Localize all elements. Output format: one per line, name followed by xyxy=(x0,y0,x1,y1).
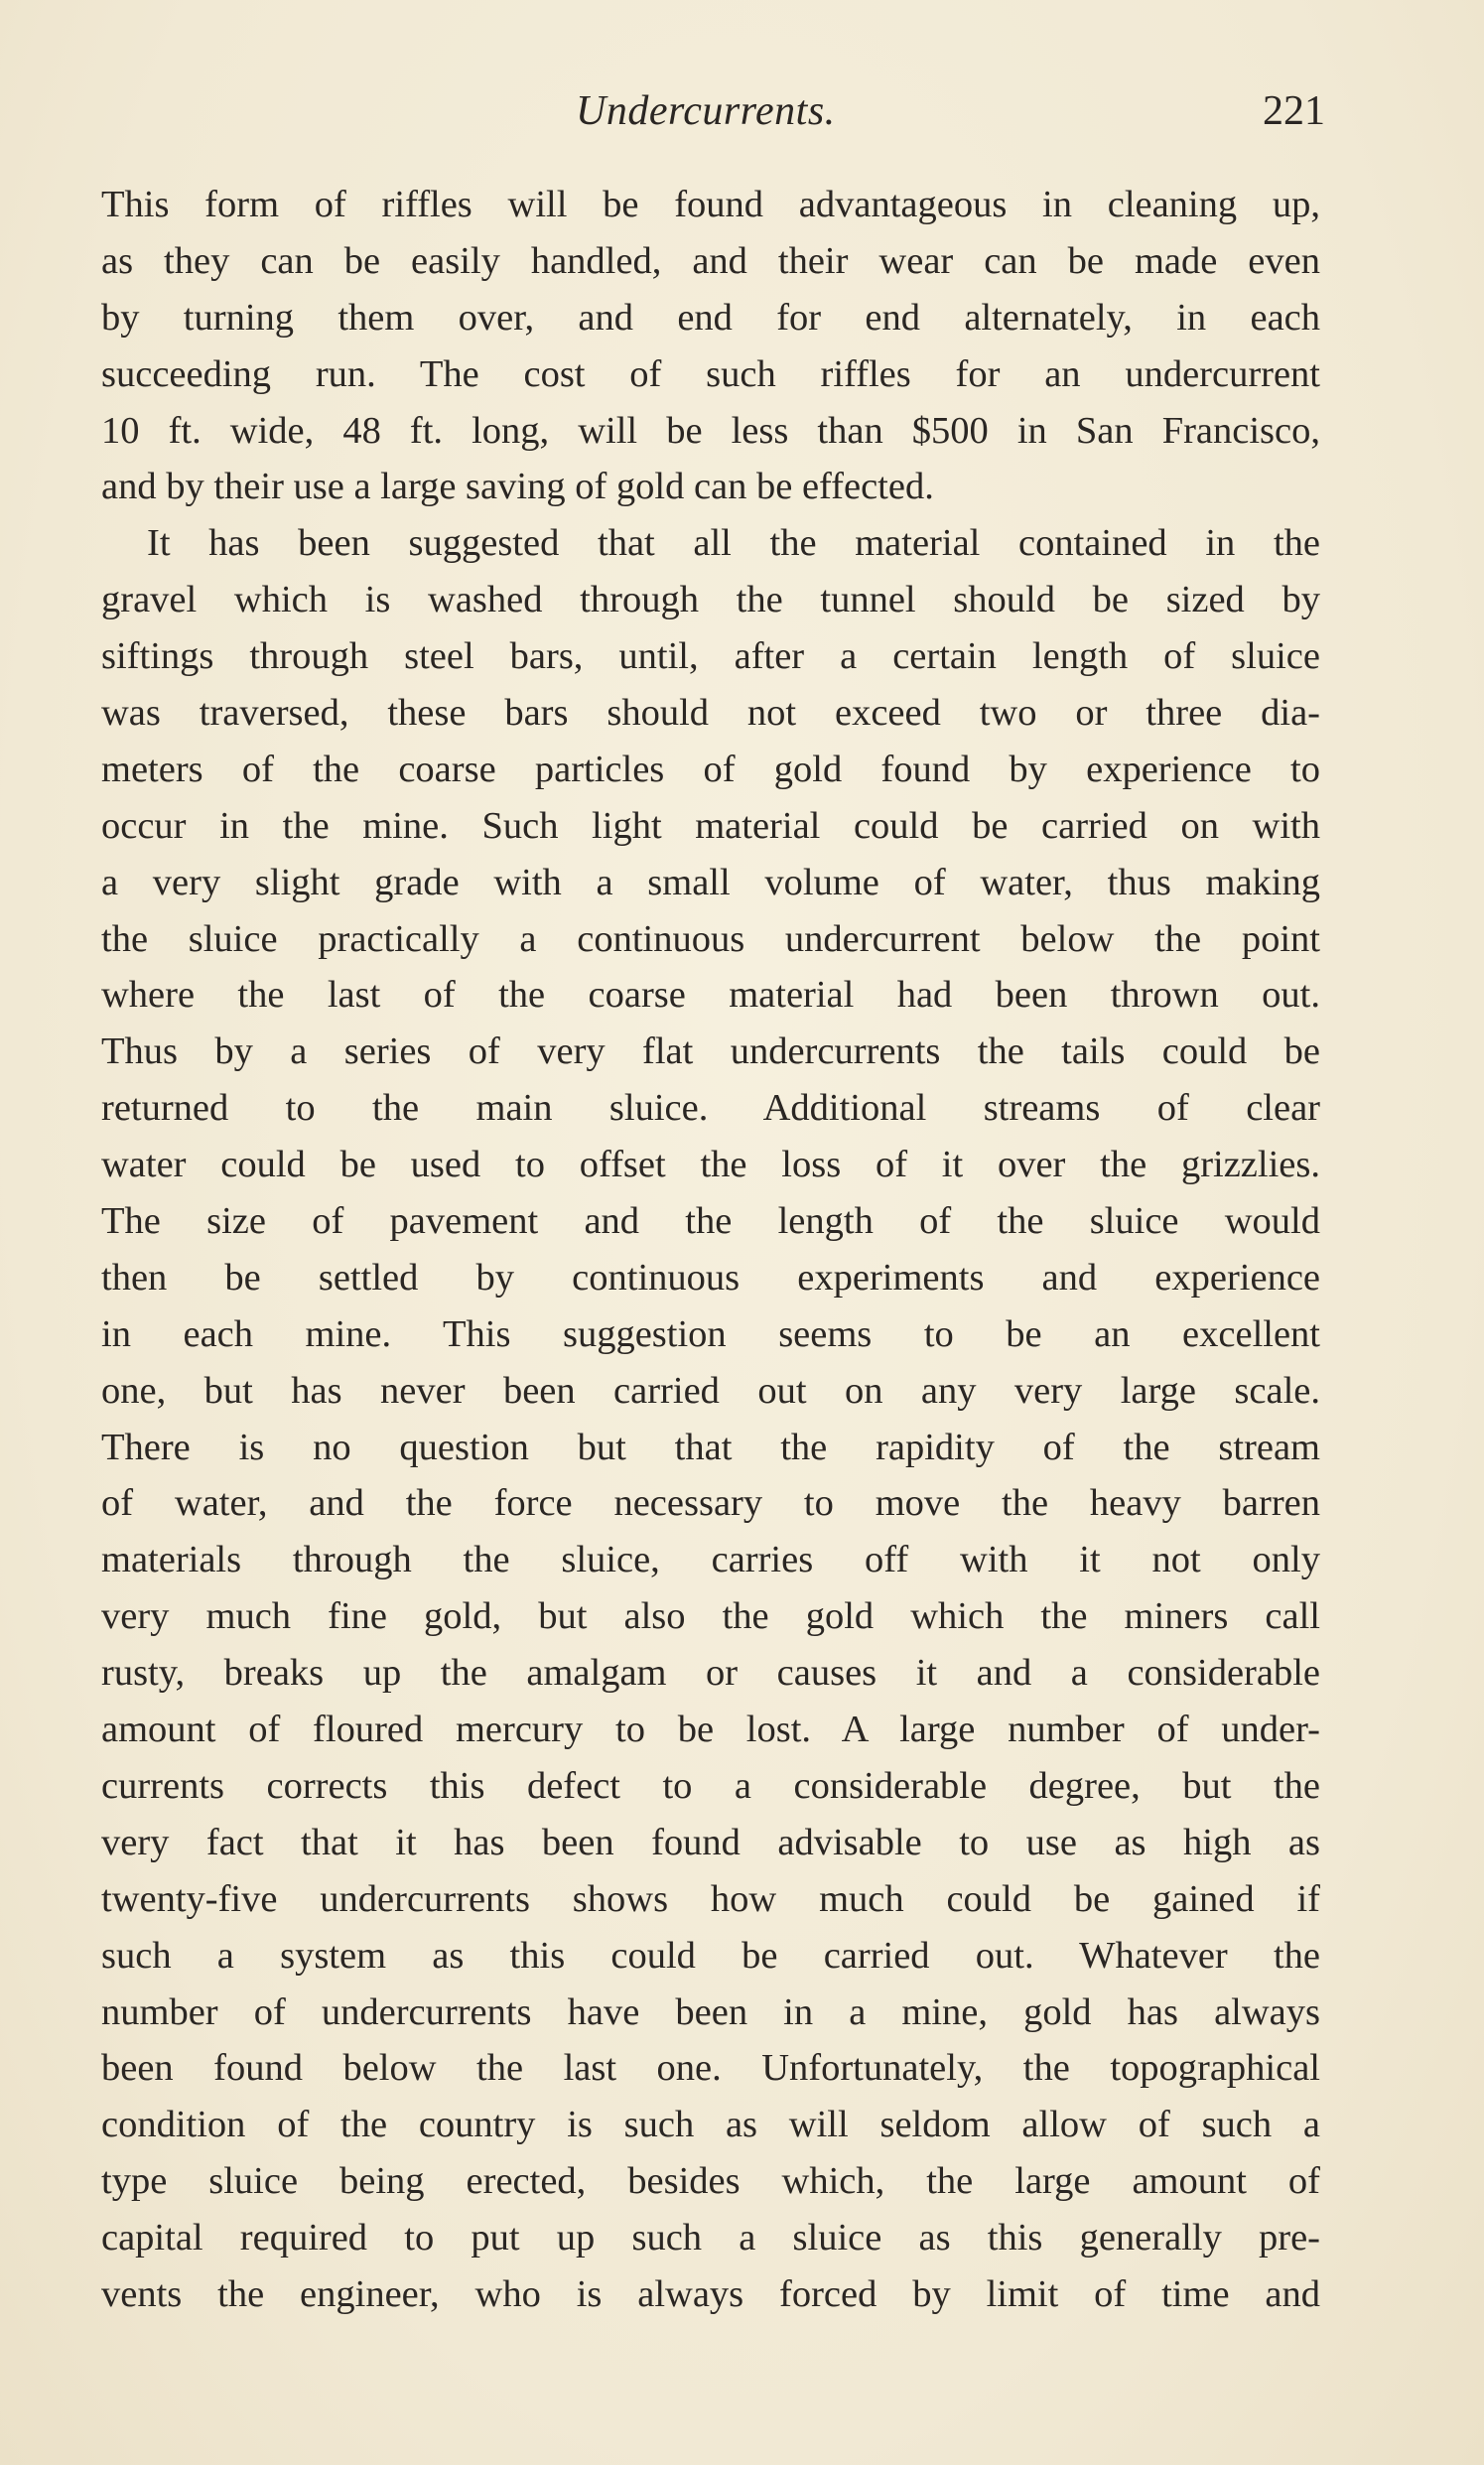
text-line: currents corrects this defect to a considerable degree, but the xyxy=(101,1764,1320,1807)
text-line: water could be used to offset the loss of it over the grizzlies. xyxy=(101,1144,1320,1186)
running-title: Undercurrents. xyxy=(576,88,836,134)
text-line: siftings through steel bars, until, after a certain length of sluice xyxy=(101,635,1320,678)
text-line: then be settled by continuous experiments and experience xyxy=(101,1256,1320,1299)
text-line: rusty, breaks up the amalgam or causes it and a considerable xyxy=(101,1652,1320,1695)
text-line: capital required to put up such a sluice as this generally pre- xyxy=(101,2217,1320,2260)
text-line: twenty-five undercurrents shows how much could be gained if xyxy=(101,1877,1320,1920)
text-line: vents the engineer, who is always forced by limit of time and xyxy=(101,2272,1320,2315)
text-line: amount of floured mercury to be lost. A large number of under- xyxy=(101,1709,1320,1751)
text-line: type sluice being erected, besides which, the large amount of xyxy=(101,2160,1320,2203)
text-line: Thus by a series of very flat undercurrents the tails could be xyxy=(101,1030,1320,1073)
text-line: returned to the main sluice. Additional streams of clear xyxy=(101,1087,1320,1130)
text-line: It has been suggested that all the material contained in the xyxy=(147,522,1320,565)
text-line: one, but has never been carried out on any very large scale. xyxy=(101,1369,1320,1412)
text-line: succeeding run. The cost of such riffles for an undercurrent xyxy=(101,352,1320,395)
text-line: occur in the mine. Such light material could be carried on with xyxy=(101,804,1320,847)
text-line: the sluice practically a continuous undercurrent below the point xyxy=(101,917,1320,960)
text-line: such a system as this could be carried out. Whatever the xyxy=(101,1934,1320,1977)
text-line: The size of pavement and the length of the sluice would xyxy=(101,1200,1320,1243)
text-line: by turning them over, and end for end alternately, in each xyxy=(101,296,1320,339)
text-line: There is no question but that the rapidity of the stream xyxy=(101,1426,1320,1468)
text-line: a very slight grade with a small volume of water, thus making xyxy=(101,861,1320,903)
text-line: meters of the coarse particles of gold found by experience to xyxy=(101,748,1320,790)
text-line: was traversed, these bars should not exceed two or three dia- xyxy=(101,692,1320,735)
text-line: number of undercurrents have been in a mine, gold has always xyxy=(101,1990,1320,2033)
text-line: materials through the sluice, carries off with it not only xyxy=(101,1539,1320,1581)
body-text xyxy=(101,177,1320,2323)
text-line: very much fine gold, but also the gold which the miners call xyxy=(101,1595,1320,1638)
text-line: 10 ft. wide, 48 ft. long, will be less than $500 in San Francisco, xyxy=(101,409,1320,452)
text-line: gravel which is washed through the tunnel should be sized by xyxy=(101,579,1320,621)
page-number: 221 xyxy=(1263,88,1325,134)
text-line: been found below the last one. Unfortunately, the topographical xyxy=(101,2047,1320,2090)
text-line: of water, and the force necessary to move the heavy barren xyxy=(101,1482,1320,1525)
text-line: as they can be easily handled, and their wear can be made even xyxy=(101,239,1320,282)
text-line: very fact that it has been found advisable to use as high as xyxy=(101,1821,1320,1863)
running-head xyxy=(99,87,1325,143)
text-line: This form of riffles will be found advantageous in cleaning up, xyxy=(101,184,1320,225)
text-line: where the last of the coarse material had been thrown out. xyxy=(101,974,1320,1017)
text-line: in each mine. This suggestion seems to be an excellent xyxy=(101,1312,1320,1355)
text-line: and by their use a large saving of gold can be effected. xyxy=(101,466,934,508)
text-line: condition of the country is such as will seldom allow of such a xyxy=(101,2104,1320,2146)
